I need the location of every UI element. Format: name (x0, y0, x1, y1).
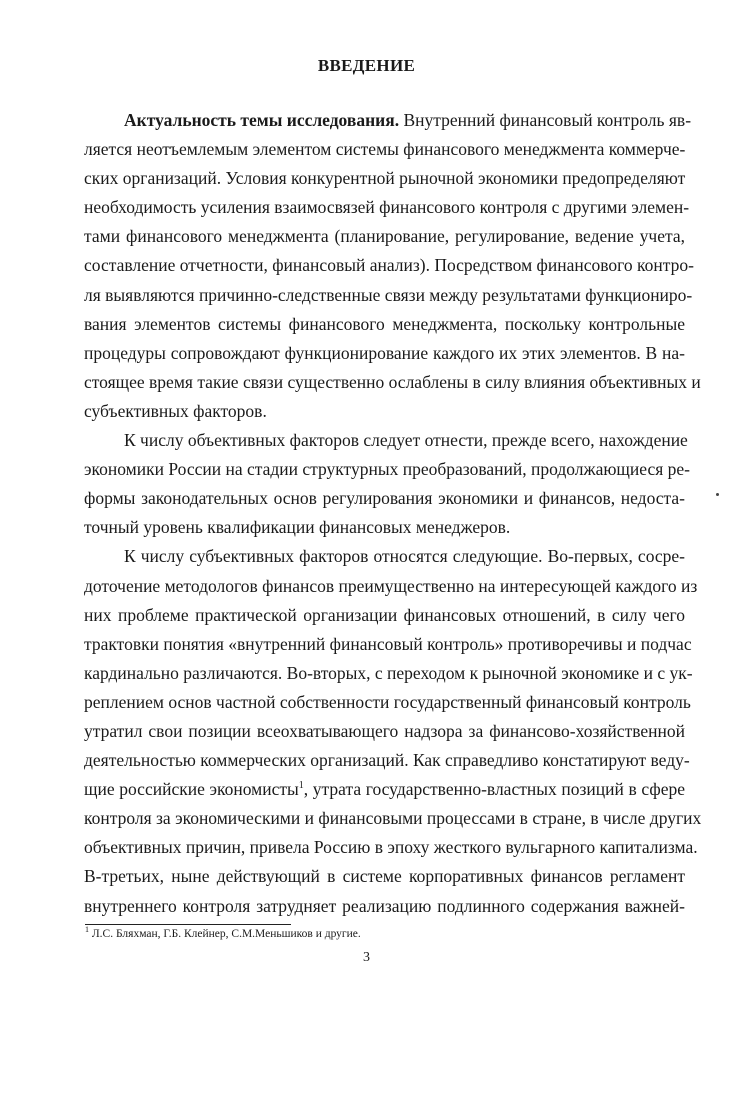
text-line: точный уровень квалификации финансовых менеджеров. (84, 517, 511, 538)
text-fragment: щие российские экономисты (84, 779, 299, 800)
text-line: кардинально различаются. Во-вторых, с переходом к рыночной экономике и с ук- (84, 662, 693, 683)
text-line: деятельностью коммерческих организаций. Как справедливо констатируют веду- (84, 750, 690, 771)
text-fragment: , утрата государственно-властных позиций в сфере (303, 779, 685, 800)
text-line: вания элементов системы финансового менеджмента, поскольку контрольные (84, 313, 685, 334)
text-line: тами финансового менеджмента (планирование, регулирование, ведение учета, (84, 226, 685, 247)
footnote-marker: 1 (85, 925, 89, 935)
text-line: К числу объективных факторов следует отнести, прежде всего, нахождение (124, 430, 688, 451)
text-line: составление отчетности, финансовый анализ). Посредством финансового контро- (84, 255, 694, 276)
text-line: утратил свои позиции всеохватывающего надзора за финансово-хозяйственной (84, 720, 685, 741)
text-line: К числу субъективных факторов относятся следующие. Во-первых, сосре- (124, 546, 685, 567)
text-line: процедуры сопровождают функционирование каждого их этих элементов. В на- (84, 342, 685, 363)
text-line: ских организаций. Условия конкурентной рыночной экономики предопределяют (84, 168, 686, 189)
text-line: формы законодательных основ регулирования экономики и финансов, недоста- (84, 488, 685, 509)
text-line: ля выявляются причинно-следственные связи между результатами функциониро- (84, 284, 693, 305)
text-line: доточение методологов финансов преимущественно на интересующей каждого из (84, 575, 698, 596)
text-line: внутреннего контроля затрудняет реализацию подлинного содержания важней- (84, 895, 685, 916)
footnote-divider (85, 924, 291, 925)
text-line: необходимость усиления взаимосвязей финансового контроля с другими элемен- (84, 197, 690, 218)
text-line: них проблеме практической организации финансовых отношений, в силу чего (84, 604, 685, 625)
text-fragment: Внутренний финансовый контроль яв- (399, 110, 692, 130)
section-heading: ВВЕДЕНИЕ (317, 56, 416, 75)
text-line: В-третьих, ныне действующий в системе корпоративных финансов регламент (84, 866, 685, 887)
text-line: стоящее время такие связи существенно ослаблены в силу влияния объективных и (84, 371, 701, 392)
scan-speck (716, 493, 719, 496)
text-line (84, 106, 692, 135)
body-text (84, 106, 702, 921)
text-line: реплением основ частной собственности государственный финансовый контроль (84, 691, 691, 712)
text-line: объективных причин, привела Россию в эпоху жесткого вульгарного капитализма. (84, 837, 698, 858)
text-line: субъективных факторов. (84, 400, 267, 421)
lead-phrase: Актуальность темы исследования. (124, 110, 400, 130)
text-line: трактовки понятия «внутренний финансовый контроль» противоречивы и подчас (84, 633, 692, 654)
text-line (84, 775, 685, 804)
footnote-text: Л.С. Бляхман, Г.Б. Клейнер, С.М.Меньшиков и другие. (89, 928, 361, 940)
footnote-reference[interactable]: 1 (298, 780, 304, 792)
text-line: экономики России на стадии структурных преобразований, продолжающиеся ре- (84, 459, 690, 480)
text-line: контроля за экономическими и финансовыми процессами в стране, в числе других (84, 808, 702, 829)
text-line: ляется неотъемлемым элементом системы финансового менеджмента коммерче- (84, 139, 686, 160)
footnote (85, 925, 361, 940)
page-number: 3 (363, 950, 370, 965)
